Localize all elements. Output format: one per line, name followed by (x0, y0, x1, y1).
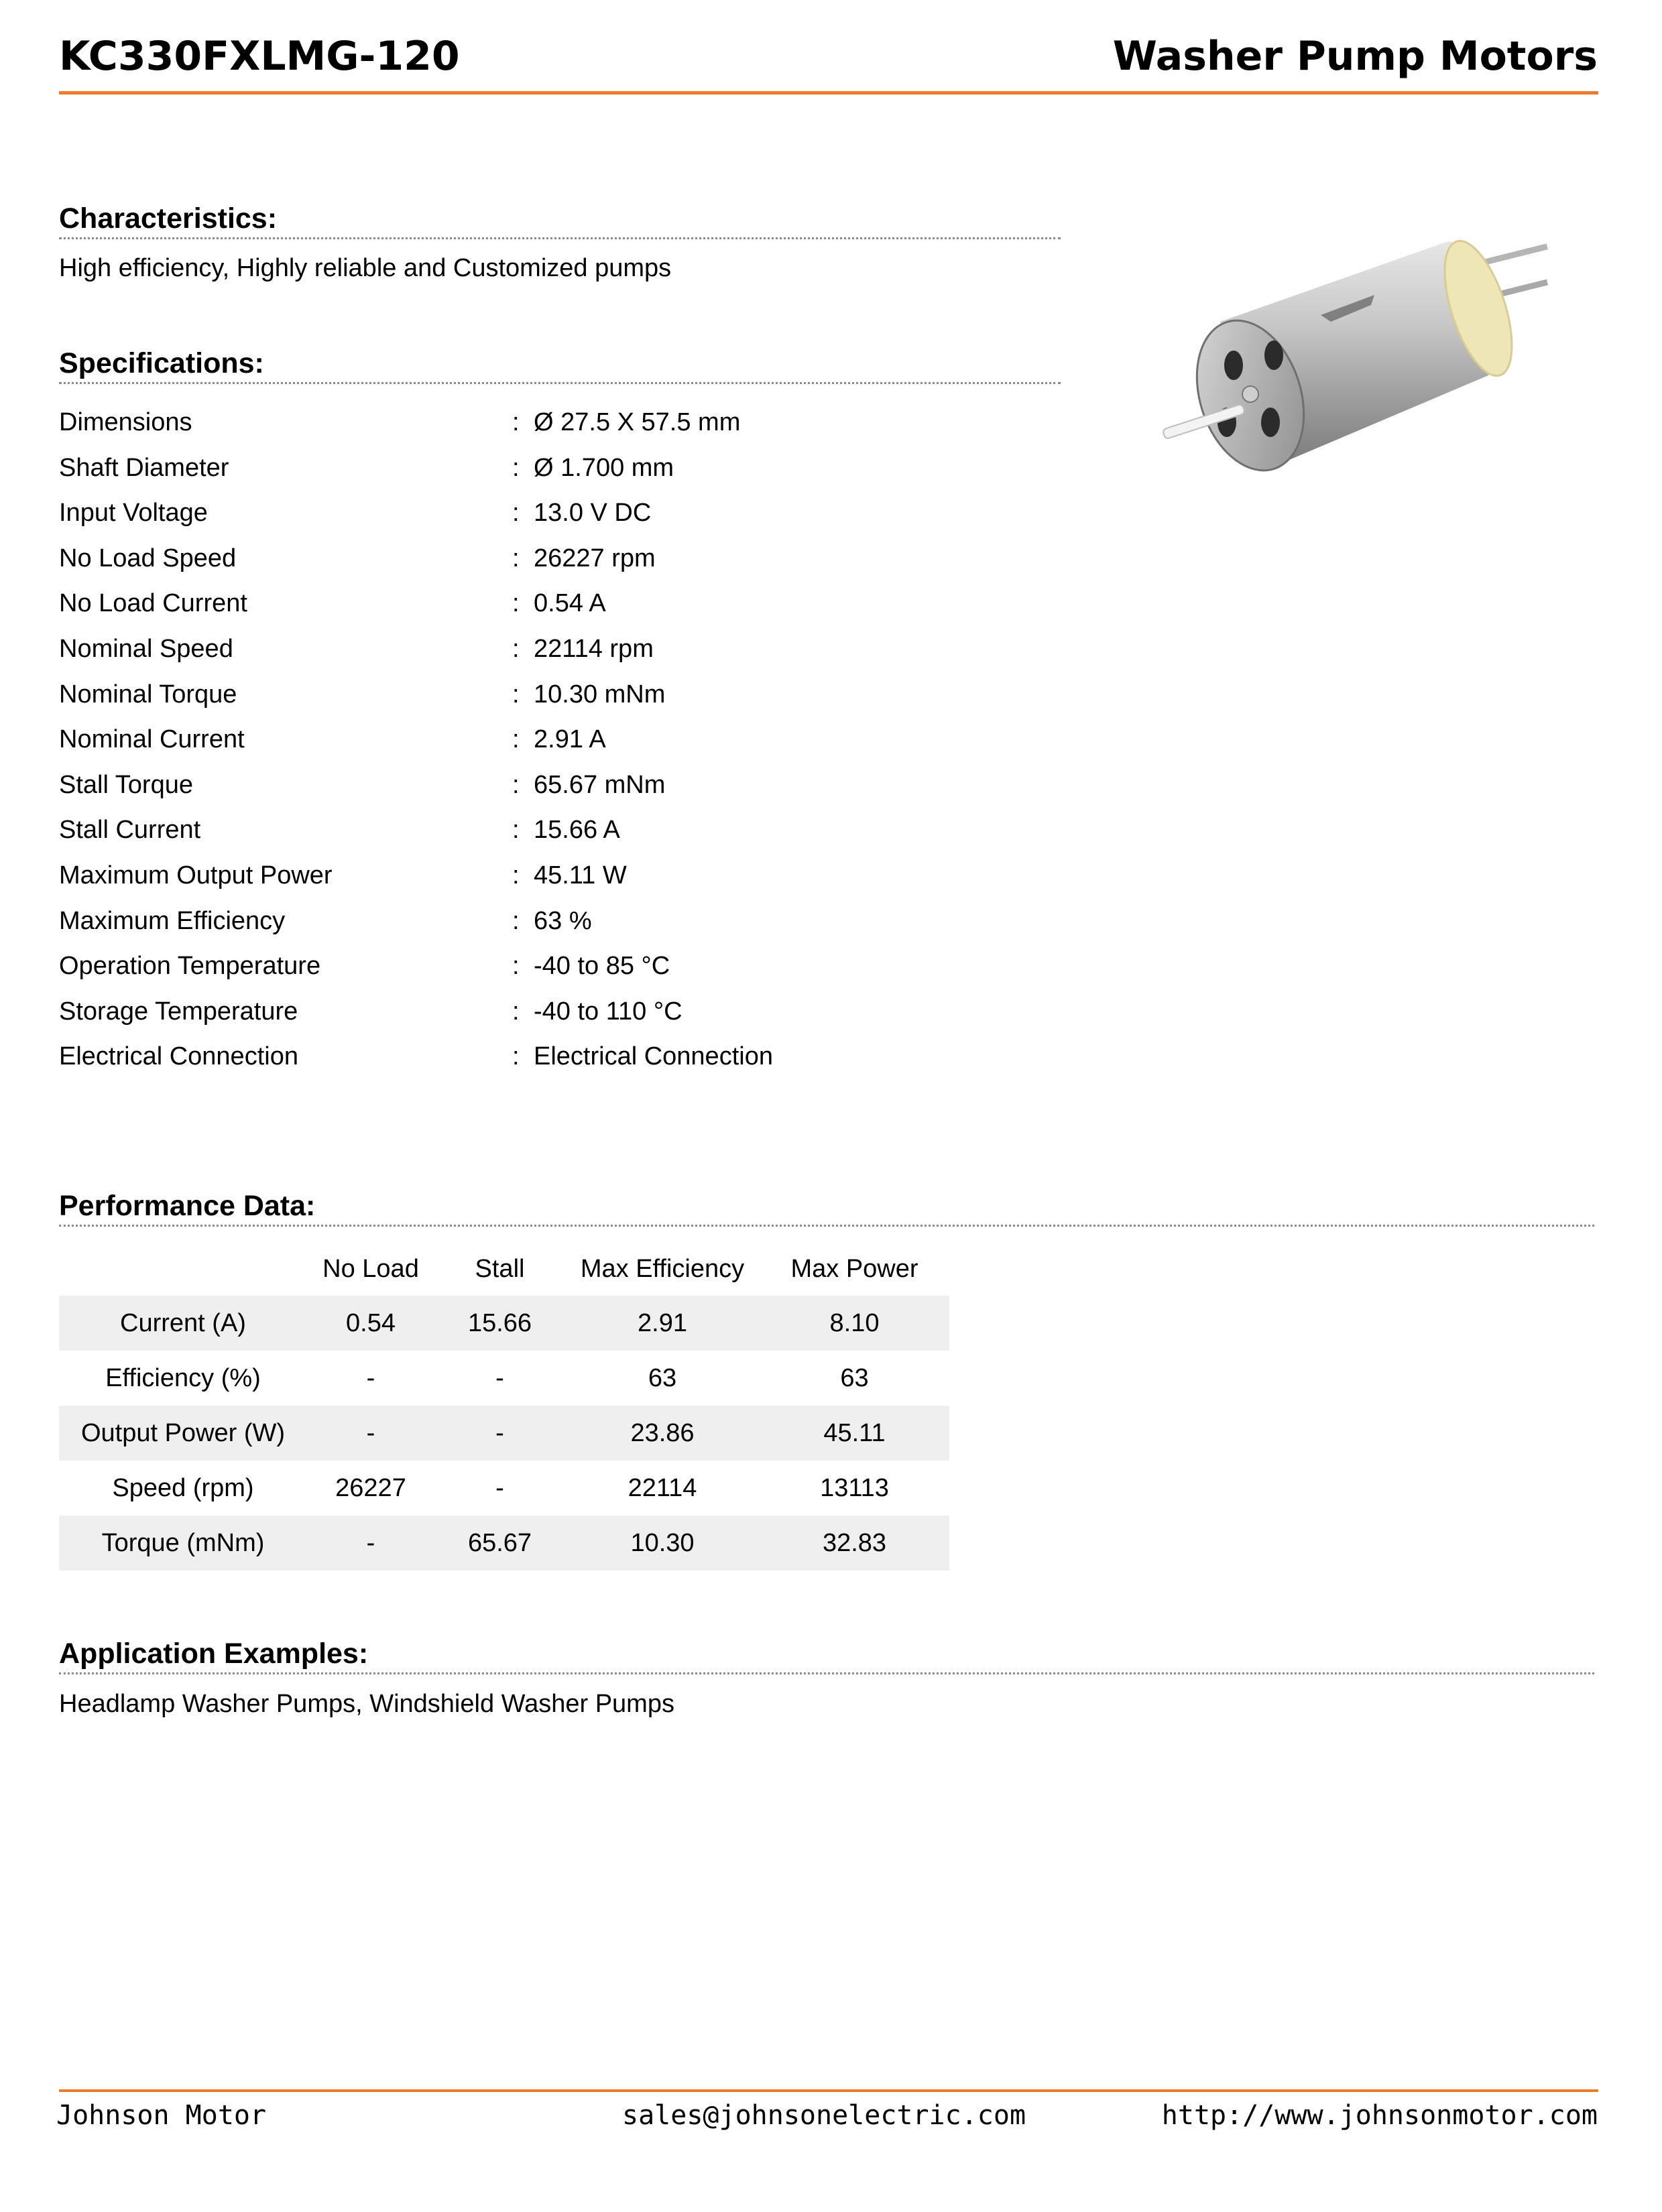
performance-cell: 63 (648, 1363, 677, 1392)
performance-row-label: Torque (mNm) (59, 1516, 307, 1571)
spec-label: Storage Temperature (59, 997, 298, 1026)
spec-label: Stall Torque (59, 770, 193, 799)
performance-row (59, 1461, 949, 1516)
spec-separator: : (512, 861, 520, 889)
model-number: KC330FXLMG-120 (59, 33, 460, 80)
performance-title: Performance Data: (59, 1190, 316, 1222)
specifications-divider (59, 382, 1061, 384)
spec-row (59, 672, 1065, 717)
spec-value: Electrical Connection (534, 1042, 773, 1071)
spec-label: Operation Temperature (59, 952, 321, 981)
performance-cell: 8.10 (760, 1296, 949, 1351)
performance-row (59, 1406, 949, 1461)
spec-value: -40 to 85 °C (534, 952, 670, 981)
performance-cell: 0.54 (307, 1296, 434, 1351)
spec-label: Maximum Output Power (59, 861, 333, 889)
spec-row (59, 400, 1065, 445)
spec-separator: : (512, 635, 520, 663)
characteristics-text: High efficiency, Highly reliable and Customized pumps (59, 254, 672, 282)
performance-column-header: Max Efficiency (580, 1254, 745, 1283)
performance-cell: 2.91 (565, 1296, 760, 1351)
performance-row (59, 1516, 949, 1571)
spec-separator: : (512, 952, 520, 981)
performance-cell: - (307, 1516, 434, 1571)
performance-column-header: Max Power (790, 1254, 918, 1283)
performance-cell: 45.11 (760, 1406, 949, 1461)
performance-row-label: Current (A) (59, 1296, 307, 1351)
spec-label: Nominal Torque (59, 680, 237, 709)
applications-text: Headlamp Washer Pumps, Windshield Washer Pumps (59, 1690, 674, 1718)
performance-cell: 10.30 (565, 1516, 760, 1571)
performance-column-header (59, 1242, 307, 1296)
spec-value: 10.30 mNm (534, 680, 666, 709)
spec-row (59, 763, 1065, 808)
performance-column-header: No Load (322, 1254, 419, 1283)
spec-label: Stall Current (59, 816, 201, 845)
performance-cell: - (495, 1473, 504, 1502)
motor-product-image (1140, 221, 1569, 489)
spec-row (59, 717, 1065, 762)
spec-separator: : (512, 680, 520, 709)
performance-divider (59, 1225, 1594, 1227)
performance-cell: 26227 (335, 1473, 406, 1502)
applications-divider (59, 1672, 1594, 1674)
performance-cell: 32.83 (760, 1516, 949, 1571)
spec-value: Ø 27.5 X 57.5 mm (534, 408, 741, 436)
spec-separator: : (512, 499, 520, 528)
spec-value: -40 to 110 °C (534, 997, 682, 1026)
footer-company: Johnson Motor (56, 2100, 267, 2131)
performance-row-label: Output Power (W) (59, 1406, 307, 1461)
spec-value: 22114 rpm (534, 635, 654, 663)
performance-cell: 13113 (820, 1473, 889, 1502)
spec-row (59, 446, 1065, 491)
performance-cell: - (434, 1406, 565, 1461)
spec-value: 15.66 A (534, 816, 620, 845)
performance-cell: 22114 (628, 1473, 697, 1502)
spec-label: No Load Speed (59, 544, 237, 572)
spec-value: 2.91 A (534, 725, 606, 754)
spec-row (59, 944, 1065, 989)
spec-separator: : (512, 997, 520, 1026)
spec-row (59, 491, 1065, 536)
footer-email[interactable]: sales@johnsonelectric.com (622, 2100, 1026, 2131)
performance-cell: - (495, 1363, 504, 1392)
spec-label: Shaft Diameter (59, 453, 229, 482)
spec-row (59, 1034, 1065, 1079)
product-category: Washer Pump Motors (1112, 33, 1598, 80)
spec-separator: : (512, 725, 520, 754)
characteristics-title: Characteristics: (59, 202, 278, 235)
applications-title: Application Examples: (59, 1638, 369, 1670)
spec-separator: : (512, 408, 520, 436)
spec-row (59, 899, 1065, 944)
spec-separator: : (512, 770, 520, 799)
spec-row (59, 989, 1065, 1034)
spec-row (59, 581, 1065, 626)
spec-label: Input Voltage (59, 499, 208, 528)
performance-cell: - (366, 1363, 375, 1392)
spec-separator: : (512, 453, 520, 482)
characteristics-divider (59, 237, 1061, 239)
performance-row-label: Efficiency (%) (105, 1363, 261, 1392)
spec-value: 13.0 V DC (534, 499, 652, 528)
footer-divider (59, 2089, 1598, 2092)
performance-column-header: Stall (475, 1254, 525, 1283)
spec-label: No Load Current (59, 589, 247, 618)
spec-row (59, 808, 1065, 853)
spec-label: Dimensions (59, 408, 192, 436)
spec-value: 45.11 W (534, 861, 627, 889)
spec-value: Ø 1.700 mm (534, 453, 674, 482)
specifications-title: Specifications: (59, 347, 264, 379)
spec-separator: : (512, 589, 520, 618)
spec-value: 0.54 A (534, 589, 606, 618)
spec-separator: : (512, 816, 520, 845)
performance-cell: 23.86 (565, 1406, 760, 1461)
performance-row (59, 1296, 949, 1351)
spec-row (59, 536, 1065, 581)
spec-row (59, 853, 1065, 898)
spec-separator: : (512, 1042, 520, 1071)
header-divider (59, 91, 1598, 95)
spec-row (59, 627, 1065, 672)
spec-label: Electrical Connection (59, 1042, 298, 1071)
spec-value: 26227 rpm (534, 544, 656, 572)
performance-cell: 15.66 (434, 1296, 565, 1351)
spec-label: Nominal Current (59, 725, 245, 754)
spec-separator: : (512, 544, 520, 572)
spec-label: Nominal Speed (59, 635, 233, 663)
performance-cell: 65.67 (434, 1516, 565, 1571)
performance-cell: 63 (840, 1363, 869, 1392)
performance-cell: - (307, 1406, 434, 1461)
spec-value: 65.67 mNm (534, 770, 666, 799)
spec-value: 63 % (534, 906, 592, 935)
performance-header-row (59, 1242, 949, 1296)
footer-website[interactable]: http://www.johnsonmotor.com (1161, 2100, 1598, 2131)
performance-row (59, 1351, 949, 1406)
performance-table (59, 1242, 949, 1571)
spec-label: Maximum Efficiency (59, 906, 286, 935)
spec-separator: : (512, 906, 520, 935)
performance-row-label: Speed (rpm) (112, 1473, 254, 1502)
